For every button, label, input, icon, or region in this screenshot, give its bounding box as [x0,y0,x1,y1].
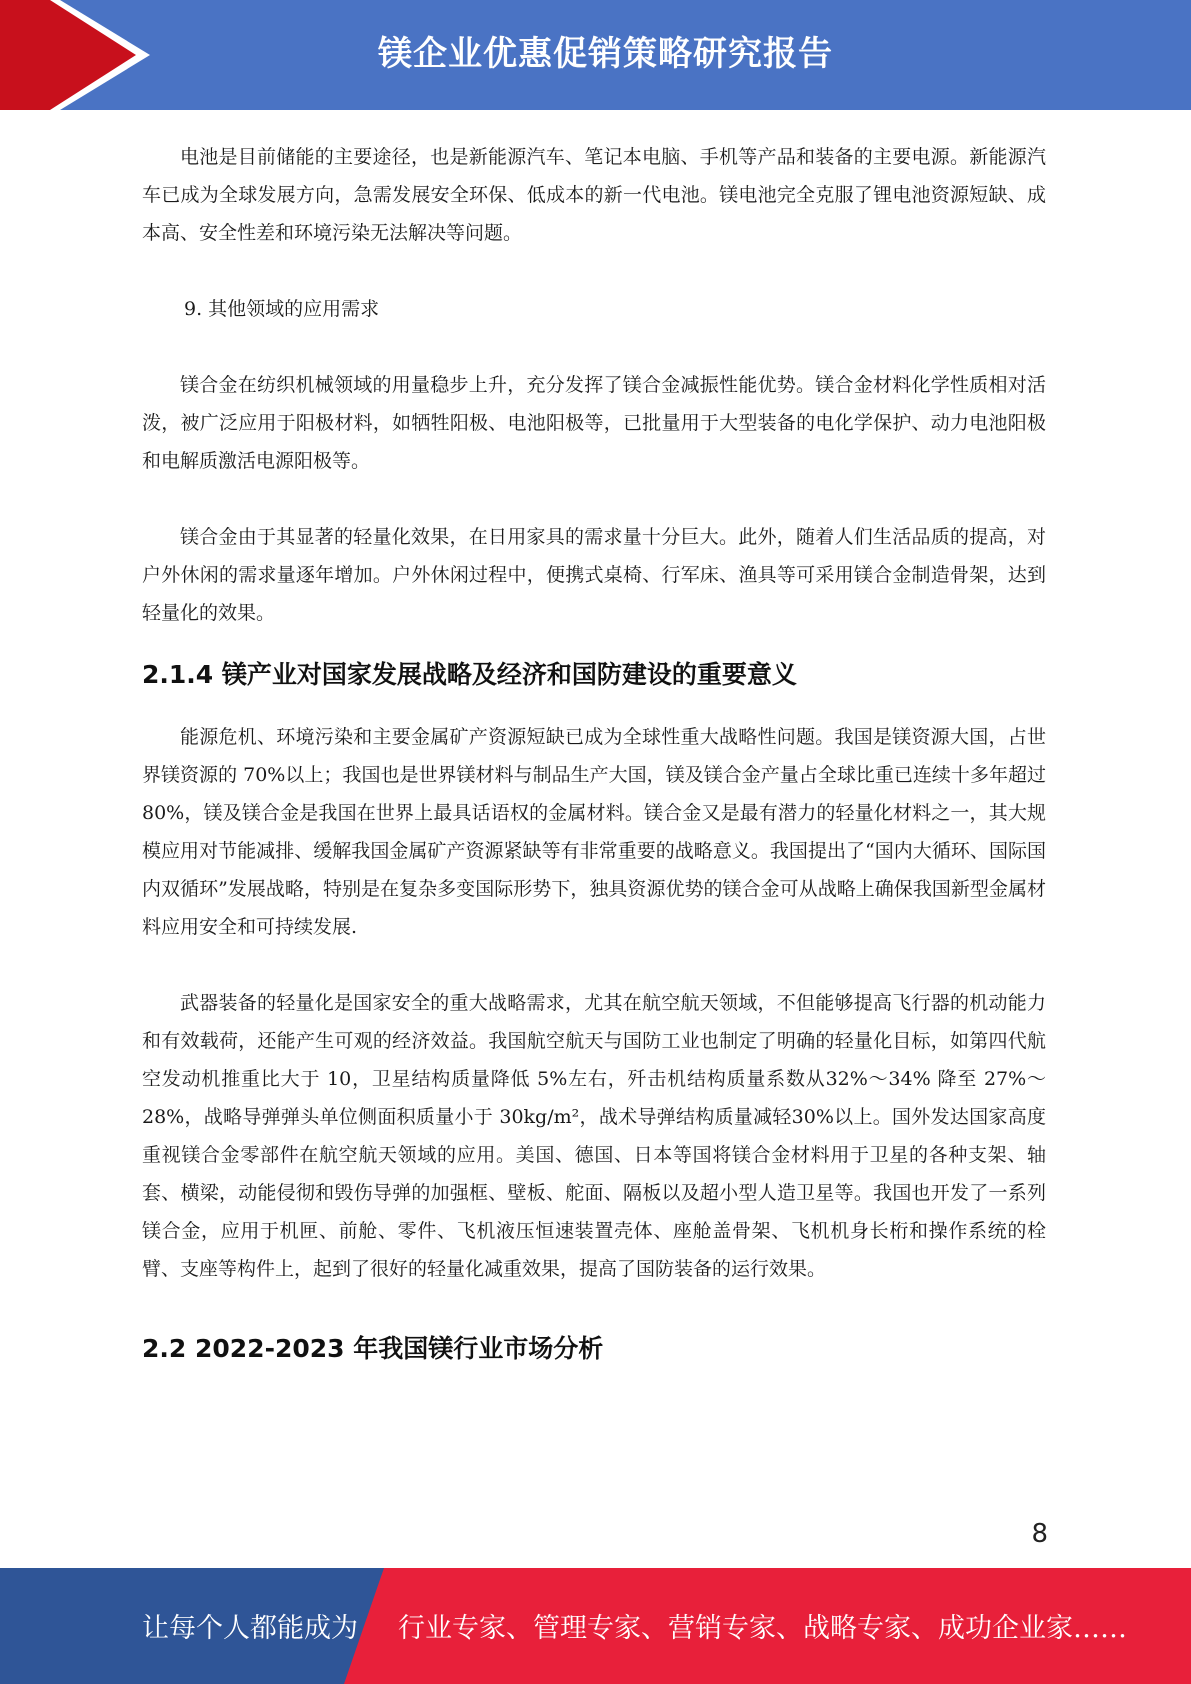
section-heading-2-1-4: 2.1.4 镁产业对国家发展战略及经济和国防建设的重要意义 [142,660,797,689]
page-footer [0,1568,1191,1684]
page-number: 8 [1031,1519,1048,1549]
list-item-other-applications: 9. 其他领域的应用需求 [184,298,380,320]
footer-slogan-left: 让每个人都能成为 [142,1613,358,1644]
paragraph-defense: 武器装备的轻量化是国家安全的重大战略需求，尤其在航空航天领域，不但能够提高飞行器的机动能力和有效载荷，还能产生可观的经济效益。我国航空航天与国防工业也制定了明确的轻量化目标，如第四代航空发动机推重比大于 10，卫星结构质量降低 5%左右，歼击机结构质量系数从32%～34% 降至 27%～28%，战略导弹弹头单位侧面积质量小于 30kg/m²，战术导弹结构质量减轻30%以上。国外发达国家高度重视镁合金零部件在航空航天领域的应用。美国、德国、日本等国将镁合金材料用于卫星的各种支架、轴套、横梁，动能侵彻和毁伤导弹的加强框、壁板、舵面、隔板以及超小型人造卫星等。我国也开发了一系列镁合金，应用于机匣、前舱、零件、飞机液压恒速装置壳体、座舱盖骨架、飞机机身长桁和操作系统的栓臂、支座等构件上，起到了很好的轻量化减重效果，提高了国防装备的运行效果。 [142,992,1046,1280]
footer-slogan-right: 行业专家、管理专家、营销专家、战略专家、成功企业家…… [398,1613,1127,1644]
section-heading-2-2: 2.2 2022-2023 年我国镁行业市场分析 [142,1334,604,1363]
main-content [142,138,1046,1368]
paragraph-furniture: 镁合金由于其显著的轻量化效果，在日用家具的需求量十分巨大。此外，随着人们生活品质的提高，对户外休闲的需求量逐年增加。户外休闲过程中，便携式桌椅、行军床、渔具等可采用镁合金制造骨架，达到轻量化的效果。 [142,526,1046,624]
page-header [0,0,1191,110]
paragraph-textile-anode: 镁合金在纺织机械领域的用量稳步上升，充分发挥了镁合金减振性能优势。镁合金材料化学性质相对活泼，被广泛应用于阳极材料，如牺牲阳极、电池阳极等，已批量用于大型装备的电化学保护、动力电池阳极和电解质激活电源阳极等。 [142,374,1046,472]
report-title: 镁企业优惠促销策略研究报告 [378,34,833,74]
paragraph-strategy: 能源危机、环境污染和主要金属矿产资源短缺已成为全球性重大战略性问题。我国是镁资源大国，占世界镁资源的 70%以上；我国也是世界镁材料与制品生产大国，镁及镁合金产量占全球比重已连续十多年超过 80%，镁及镁合金是我国在世界上最具话语权的金属材料。镁合金又是最有潜力的轻量化材料之一，其大规模应用对节能减排、缓解我国金属矿产资源紧缺等有非常重要的战略意义。我国提出了“国内大循环、国际国内双循环”发展战略，特别是在复杂多变国际形势下，独具资源优势的镁合金可从战略上确保我国新型金属材料应用安全和可持续发展. [142,726,1046,938]
paragraph-battery: 电池是目前储能的主要途径，也是新能源汽车、笔记本电脑、手机等产品和装备的主要电源。新能源汽车已成为全球发展方向，急需发展安全环保、低成本的新一代电池。镁电池完全克服了锂电池资源短缺、成本高、安全性差和环境污染无法解决等问题。 [142,146,1046,244]
